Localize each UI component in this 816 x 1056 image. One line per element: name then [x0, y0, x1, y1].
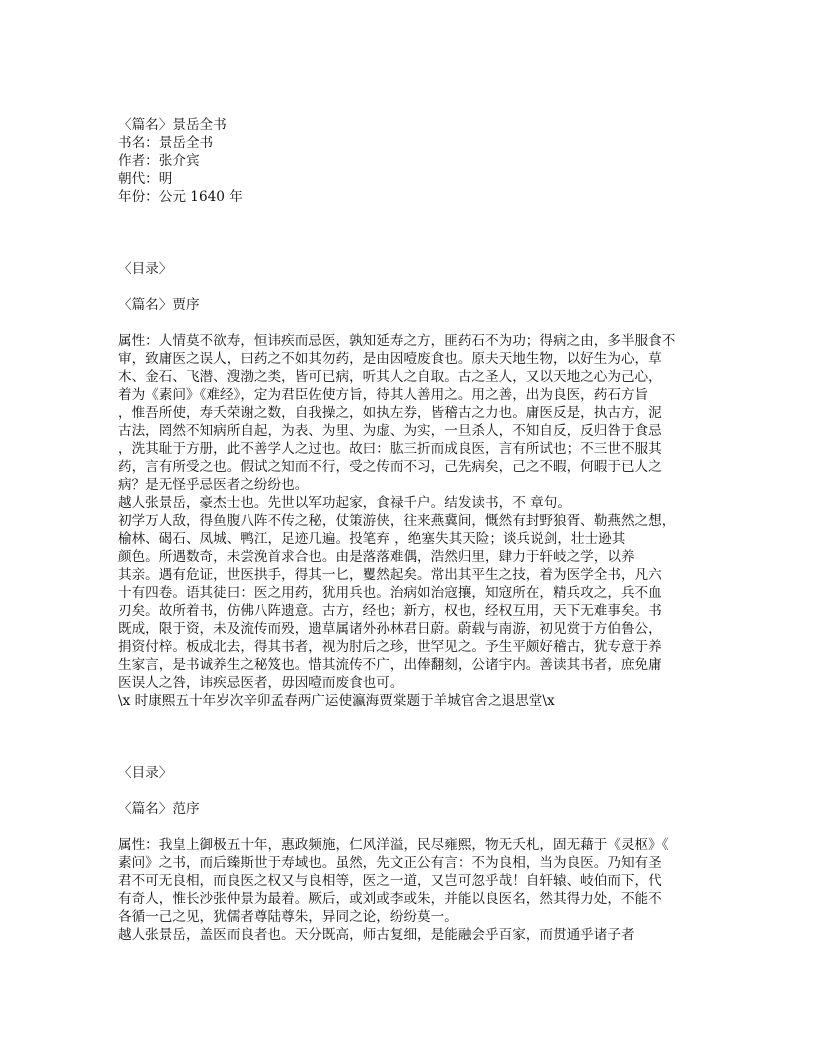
year: 年份：公元 1640 年: [118, 189, 243, 205]
body-line: 其亲。遇有危证，世医拱手，得其一匕，矍然起矣。常出其平生之技，着为医学全书，凡六: [118, 567, 662, 583]
body-line: 榆林、碣石、凤城、鸭江，足迹几遍。投笔弃 ，绝塞失其天险；谈兵说剑，壮士逊其: [118, 531, 626, 547]
body-line: 医误人之咎，讳疾忌医者，毋因噎而废食也可。: [118, 675, 404, 691]
body-line: 木、金石、飞潜、溲渤之类，皆可已病，听其人之自取。古之圣人，又以天地之心为己心，: [118, 369, 662, 385]
body-line: 素问》之书，而后臻斯世于寿域也。虽然，先文正公有言：不为良相，当为良医。乃知有圣: [118, 855, 662, 871]
body-line: 初学万人敌，得鱼腹八阵不传之秘，仗策游侠，往来燕冀间，慨然有封野狼胥、勒燕然之想，: [118, 513, 676, 529]
body-line: 古法，罔然不知病所自起，为表、为里、为虚、为实，一旦杀人，不知自反，反归咎于食忌: [118, 423, 662, 439]
body-line: 属性：我皇上御极五十年，惠政频施，仁风洋溢，民尽雍熙，物无夭札，固无藉于《灵枢》《: [118, 837, 669, 853]
body-line: 越人张景岳，盖医而良者也。天分既高，师古复细，是能融会乎百家，而贯通乎诸子者: [118, 927, 635, 943]
book-name: 书名：景岳全书: [118, 135, 214, 151]
body-line: 捐资付梓。板成北去，得其书者，视为肘后之珍，世罕见之。予生平颇好稽古，犹专意于养: [118, 639, 662, 655]
toc-marker: 〈目录〉: [118, 261, 173, 277]
body-line: 审，致庸医之误人，曰药之不如其勿药，是由因噎废食也。原夫天地生物，以好生为心，草: [118, 351, 662, 367]
colophon-line: \x 时康熙五十年岁次辛卯孟春两广运使瀛海贾棠题于羊城官舍之退思堂\x: [118, 693, 555, 709]
body-line: 药，言有所受之也。假试之知而不行，受之传而不习，己先病矣，己之不暇，何暇于已人之: [118, 459, 662, 475]
body-line: 属性：人情莫不欲寿，恒讳疾而忌医，孰知延寿之方，匪药石不为功；得病之由，多半服食不: [118, 333, 676, 349]
section-tag: 〈篇名〉景岳全书: [118, 117, 227, 133]
body-line: 生家言，是书诚养生之秘笈也。惜其流传不广，出俸翻刻，公诸宇内。善读其书者，庶免庸: [118, 657, 662, 673]
toc-marker: 〈目录〉: [118, 765, 173, 781]
body-line: 有奇人，惟长沙张仲景为最着。厥后，或刘或李或朱，并能以良医名，然其得力处，不能不: [118, 891, 662, 907]
body-line: 刃矣。故所着书，仿佛八阵遗意。古方，经也；新方，权也，经权互用，天下无难事矣。书: [118, 603, 662, 619]
body-line: 越人张景岳，豪杰士也。先世以军功起家，食禄千户。结发读书，不 章句。: [118, 495, 571, 511]
body-line: 君不可无良相，而良医之权又与良相等，医之一道，又岂可忽乎哉！自轩辕、岐伯而下，代: [118, 873, 662, 889]
chapter-title: 〈篇名〉贾序: [118, 297, 200, 313]
body-line: 着为《素问》《难经》，定为君臣佐使方旨，待其人善用之。用之善，出为良医，药石方旨: [118, 387, 649, 403]
body-line: 十有四卷。语其徒曰：医之用药，犹用兵也。治病如治寇攘，知寇所在，精兵攻之，兵不血: [118, 585, 662, 601]
body-line: ，洗其耻于方册，此不善学人之过也。故曰：肱三折而成良医，言有所试也；不三世不服其: [118, 441, 662, 457]
dynasty: 朝代：明: [118, 171, 173, 187]
body-line: 各循一己之见，犹儒者尊陆尊朱，异同之论，纷纷莫一。: [118, 909, 458, 925]
chapter-body: [118, 332, 718, 710]
body-line: 病？是无怪乎忌医者之纷纷也。: [118, 477, 309, 493]
body-line: 既成，限于资，未及流传而殁，遗草属诸外孙林君日蔚。蔚载与南游，初见赏于方伯鲁公，: [118, 621, 662, 637]
body-line: 颜色。所遇数奇，未尝浼首求合也。由是落落难偶，浩然归里，肆力于轩岐之学，以养: [118, 549, 635, 565]
chapter-title: 〈篇名〉范序: [118, 801, 200, 817]
author: 作者：张介宾: [118, 153, 200, 169]
chapter-body: [118, 836, 718, 944]
body-line: ，惟吾所使，寿夭荣谢之数，自我操之，如执左券，皆稽古之力也。庸医反是，执古方，泥: [118, 405, 662, 421]
document-page: [118, 116, 718, 944]
